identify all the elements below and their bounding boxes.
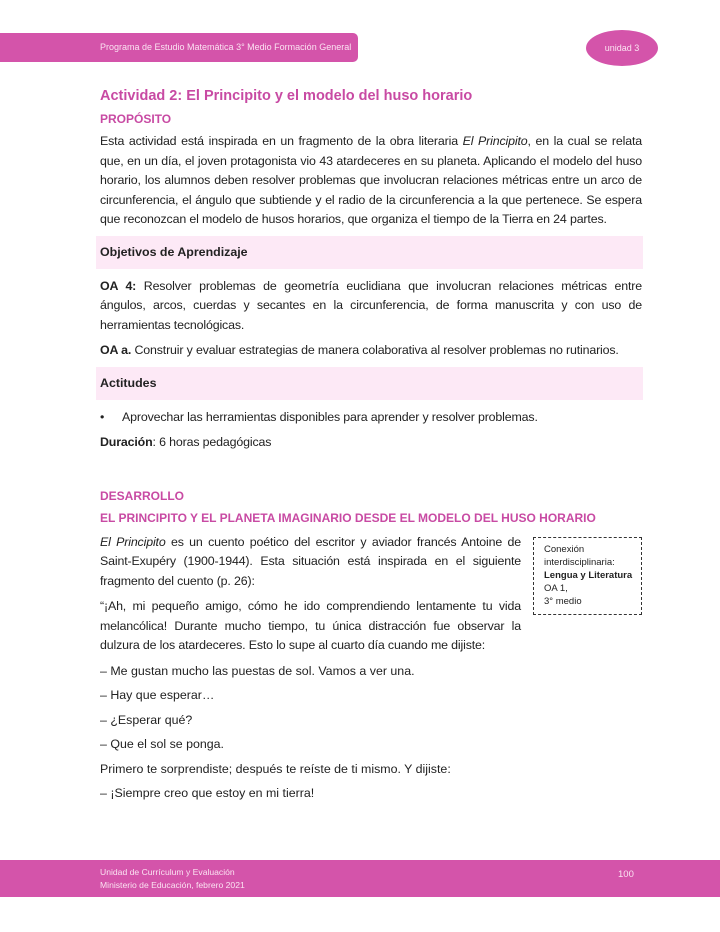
attitudes-band xyxy=(96,367,643,400)
dialogue-line: – ¿Esperar qué? xyxy=(100,712,193,727)
unit-badge: unidad 3 xyxy=(586,30,658,66)
book-title: El Principito xyxy=(100,534,166,549)
oaa-text: Construir y evaluar estrategias de manera colaborativa al resolver problemas no rutinarios. xyxy=(131,343,619,357)
box-text: Conexión xyxy=(544,543,585,555)
page-number: 100 xyxy=(618,869,634,880)
dialogue-line: – ¡Siempre creo que estoy en mi tierra! xyxy=(100,786,315,800)
bullet-icon: • xyxy=(100,409,105,424)
attitude-item xyxy=(100,408,642,428)
objectives-heading: Objetivos de Aprendizaje xyxy=(100,244,248,259)
footer-line1: Unidad de Currículum y Evaluación xyxy=(100,867,235,877)
dialogue-line: Primero te sorprendiste; después te reíste de ti mismo. Y dijiste: xyxy=(100,761,451,776)
oaa-paragraph xyxy=(100,341,642,361)
page-content xyxy=(100,86,642,809)
oa4-paragraph xyxy=(100,277,642,336)
purpose-paragraph xyxy=(100,132,642,230)
activity-title: Actividad 2: El Principito y el modelo del huso horario xyxy=(100,88,473,104)
objectives-band xyxy=(96,236,643,269)
box-text: interdisciplinaria: xyxy=(544,556,615,568)
box-subject: Lengua y Literatura xyxy=(544,569,633,581)
box-oa: OA 1, xyxy=(544,582,568,594)
development-subheading: EL PRINCIPITO Y EL PLANETA IMAGINARIO DESDE EL MODELO DEL HUSO HORARIO xyxy=(100,510,596,525)
footer-bar xyxy=(0,860,720,897)
development-heading: DESARROLLO xyxy=(100,488,184,503)
oa4-label: OA 4: xyxy=(100,278,137,293)
oa4-text: Resolver problemas de geometría euclidiana que involucran relaciones métricas entre ángulos, arcos, cuerdas y secantes en la circunferencia, de forma manuscrita y con uso de herramientas tecnológicas. xyxy=(100,278,642,332)
footer-line2: Ministerio de Educación, febrero 2021 xyxy=(100,880,245,890)
text: Esta actividad está inspirada en un fragmento de la obra literaria xyxy=(100,134,463,148)
duration-text: : 6 horas pedagógicas xyxy=(152,435,272,449)
oaa-label: OA a. xyxy=(100,343,132,357)
dialogue-line: – Hay que esperar… xyxy=(100,688,215,702)
quote-paragraph: “¡Ah, mi pequeño amigo, cómo he ido comprendiendo lentamente tu vida melancólica! Durante mucho tiempo, tu única distracción fue observar la dulzura de los atardeceres. Esto lo supe al cuarto día cuando me dijiste: xyxy=(100,599,521,652)
header-bar xyxy=(0,33,358,62)
dialogue-line: – Me gustan mucho las puestas de sol. Vamos a ver una. xyxy=(100,663,415,678)
box-level: 3° medio xyxy=(544,595,582,607)
connection-box xyxy=(533,537,642,615)
text: , en la cual se relata que, en un día, el joven protagonista vio 43 atardeceres en su planeta. Aplicando el modelo del huso horario, los alumnos deben resolver problemas que involucran relaciones métricas entre un arco de circunferencia, el ángulo que subtiende y el radio de la circunferencia a la que pertenece. Se espera que reconozcan el modelo de husos horarios, que organiza el tiempo de la Tierra en 24 partes. xyxy=(100,134,643,226)
duration xyxy=(100,433,642,453)
purpose-heading: PROPÓSITO xyxy=(100,112,172,126)
dialogue-line: – Que el sol se ponga. xyxy=(100,737,224,751)
book-title: El Principito xyxy=(462,134,528,148)
attitudes-heading: Actitudes xyxy=(100,375,157,390)
duration-label: Duración xyxy=(100,435,153,449)
attitude-text: Aprovechar las herramientas disponibles para aprender y resolver problemas. xyxy=(122,409,538,424)
program-title: Programa de Estudio Matemática 3° Medio Formación General xyxy=(100,42,352,52)
text: es un cuento poético del escritor y aviador francés Antoine de Saint-Exupéry (1900-1944). Esta situación está inspirada en el siguiente fragmento del cuento (p. 26): xyxy=(100,534,521,588)
